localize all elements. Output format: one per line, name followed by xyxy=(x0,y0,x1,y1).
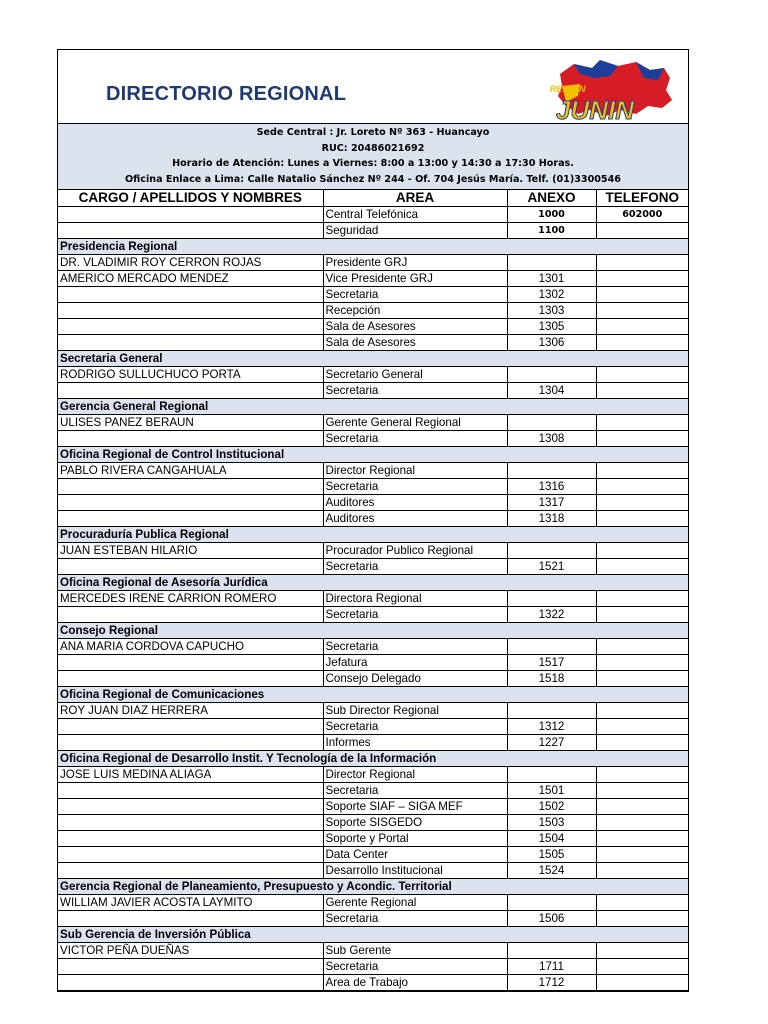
cell-anexo: 1505 xyxy=(507,847,596,863)
column-header-anexo: ANEXO xyxy=(507,190,596,207)
cell-area: Secretaria xyxy=(323,479,507,495)
table-row xyxy=(58,431,688,447)
cell-name: DR. VLADIMIR ROY CERRON ROJAS xyxy=(58,255,323,271)
cell-anexo: 1501 xyxy=(507,783,596,799)
cell-anexo: 1304 xyxy=(507,383,596,399)
cell-telefono xyxy=(596,223,688,239)
column-header-cargo: CARGO / APELLIDOS Y NOMBRES xyxy=(58,190,323,207)
cell-area: Secretaria xyxy=(323,719,507,735)
cell-telefono xyxy=(596,463,688,479)
cell-area: Seguridad xyxy=(323,223,507,239)
table-row xyxy=(58,207,688,223)
cell-area: Soporte SISGEDO xyxy=(323,815,507,831)
cell-area: Secretaria xyxy=(323,783,507,799)
column-header-telefono: TELEFONO xyxy=(596,190,688,207)
cell-name xyxy=(58,911,323,927)
cell-area: Secretaria xyxy=(323,431,507,447)
cell-name xyxy=(58,559,323,575)
cell-anexo: 1517 xyxy=(507,655,596,671)
cell-name xyxy=(58,671,323,687)
table-row xyxy=(58,591,688,607)
section-title: Consejo Regional xyxy=(58,623,688,639)
cell-area: Sub Gerente xyxy=(323,943,507,959)
table-row xyxy=(58,767,688,783)
contact-info xyxy=(58,124,688,190)
cell-name xyxy=(58,959,323,975)
cell-anexo xyxy=(507,415,596,431)
cell-area: Gerente General Regional xyxy=(323,415,507,431)
cell-name: RODRIGO SULLUCHUCO PORTA xyxy=(58,367,323,383)
section-header-row xyxy=(58,751,688,767)
directory-sheet xyxy=(57,49,689,992)
cell-telefono xyxy=(596,255,688,271)
table-row xyxy=(58,959,688,975)
cell-anexo: 1506 xyxy=(507,911,596,927)
section-header-row xyxy=(58,399,688,415)
cell-anexo: 1305 xyxy=(507,319,596,335)
table-header-row xyxy=(58,190,688,207)
cell-telefono xyxy=(596,479,688,495)
table-row xyxy=(58,943,688,959)
cell-name xyxy=(58,335,323,351)
cell-area: Secretaria xyxy=(323,639,507,655)
table-row xyxy=(58,223,688,239)
section-header-row xyxy=(58,239,688,255)
cell-area: Informes xyxy=(323,735,507,751)
cell-anexo: 1322 xyxy=(507,607,596,623)
section-header-row xyxy=(58,687,688,703)
cell-telefono xyxy=(596,367,688,383)
cell-area: Sala de Asesores xyxy=(323,319,507,335)
cell-area: Secretaria xyxy=(323,607,507,623)
cell-name: JOSE LUIS MEDINA ALIAGA xyxy=(58,767,323,783)
section-header-row xyxy=(58,879,688,895)
cell-telefono xyxy=(596,655,688,671)
cell-telefono xyxy=(596,863,688,879)
cell-telefono xyxy=(596,543,688,559)
cell-area: Recepción xyxy=(323,303,507,319)
cell-anexo xyxy=(507,895,596,911)
table-row xyxy=(58,975,688,991)
cell-area: Sub Director Regional xyxy=(323,703,507,719)
cell-name: PABLO RIVERA CANGAHUALA xyxy=(58,463,323,479)
cell-name xyxy=(58,607,323,623)
cell-name xyxy=(58,495,323,511)
cell-name xyxy=(58,655,323,671)
cell-anexo: 1303 xyxy=(507,303,596,319)
cell-telefono xyxy=(596,559,688,575)
section-title: Presidencia Regional xyxy=(58,239,688,255)
cell-telefono xyxy=(596,591,688,607)
cell-telefono xyxy=(596,943,688,959)
cell-area: Jefatura xyxy=(323,655,507,671)
info-line-address: Sede Central : Jr. Loreto Nº 363 - Huancayo xyxy=(256,127,490,138)
section-title: Oficina Regional de Comunicaciones xyxy=(58,687,688,703)
table-row xyxy=(58,543,688,559)
table-row xyxy=(58,831,688,847)
cell-area: Auditores xyxy=(323,511,507,527)
section-title: Sub Gerencia de Inversión Pública xyxy=(58,927,688,943)
cell-area: Consejo Delegado xyxy=(323,671,507,687)
section-title: Secretaria General xyxy=(58,351,688,367)
cell-telefono xyxy=(596,799,688,815)
cell-telefono xyxy=(596,495,688,511)
cell-name xyxy=(58,319,323,335)
cell-telefono xyxy=(596,767,688,783)
section-header-row xyxy=(58,447,688,463)
cell-anexo: 1312 xyxy=(507,719,596,735)
cell-anexo xyxy=(507,543,596,559)
cell-area: Director Regional xyxy=(323,767,507,783)
table-row xyxy=(58,463,688,479)
table-row xyxy=(58,719,688,735)
table-row xyxy=(58,319,688,335)
cell-telefono xyxy=(596,815,688,831)
section-header-row xyxy=(58,527,688,543)
section-title: Oficina Regional de Desarrollo Instit. Y Tecnología de la Información xyxy=(58,751,688,767)
cell-anexo xyxy=(507,639,596,655)
section-title: Procuraduría Publica Regional xyxy=(58,527,688,543)
table-row xyxy=(58,415,688,431)
cell-telefono xyxy=(596,735,688,751)
cell-name: ANA MARIA CORDOVA CAPUCHO xyxy=(58,639,323,655)
cell-name xyxy=(58,287,323,303)
cell-anexo: 1711 xyxy=(507,959,596,975)
cell-anexo: 1100 xyxy=(507,223,596,239)
cell-area: Presidente GRJ xyxy=(323,255,507,271)
cell-anexo: 1308 xyxy=(507,431,596,447)
cell-anexo xyxy=(507,463,596,479)
cell-area: Gerente Regional xyxy=(323,895,507,911)
cell-anexo: 1000 xyxy=(507,207,596,223)
cell-name xyxy=(58,863,323,879)
cell-area: Sala de Asesores xyxy=(323,335,507,351)
cell-area: Secretaria xyxy=(323,559,507,575)
cell-anexo: 1302 xyxy=(507,287,596,303)
cell-anexo: 1316 xyxy=(507,479,596,495)
svg-text:JUNIN: JUNIN xyxy=(556,95,635,122)
cell-area: Directora Regional xyxy=(323,591,507,607)
table-row xyxy=(58,511,688,527)
section-header-row xyxy=(58,623,688,639)
cell-area: Secretaria xyxy=(323,911,507,927)
section-header-row xyxy=(58,575,688,591)
cell-name: WILLIAM JAVIER ACOSTA LAYMITO xyxy=(58,895,323,911)
cell-name: MERCEDES IRENE CARRION ROMERO xyxy=(58,591,323,607)
section-header-row xyxy=(58,927,688,943)
cell-name xyxy=(58,719,323,735)
cell-name xyxy=(58,383,323,399)
table-row xyxy=(58,783,688,799)
info-line-ruc: RUC: 20486021692 xyxy=(321,142,425,154)
cell-area: Soporte SIAF – SIGA MEF xyxy=(323,799,507,815)
table-row xyxy=(58,847,688,863)
section-header-row xyxy=(58,351,688,367)
cell-telefono xyxy=(596,831,688,847)
table-row xyxy=(58,479,688,495)
section-title: Oficina Regional de Control Institucional xyxy=(58,447,688,463)
cell-telefono xyxy=(596,975,688,991)
cell-name xyxy=(58,799,323,815)
cell-telefono xyxy=(596,287,688,303)
cell-name xyxy=(58,207,323,223)
directory-table xyxy=(58,190,688,991)
cell-area: Secretaria xyxy=(323,383,507,399)
cell-area: Central Telefónica xyxy=(323,207,507,223)
cell-area: Procurador Publico Regional xyxy=(323,543,507,559)
cell-anexo: 1227 xyxy=(507,735,596,751)
table-row xyxy=(58,895,688,911)
cell-area: Data Center xyxy=(323,847,507,863)
cell-anexo xyxy=(507,943,596,959)
cell-telefono xyxy=(596,415,688,431)
cell-area: Secretaria xyxy=(323,287,507,303)
cell-anexo xyxy=(507,591,596,607)
table-row xyxy=(58,495,688,511)
cell-name: VICTOR PEÑA DUEÑAS xyxy=(58,943,323,959)
cell-anexo: 1503 xyxy=(507,815,596,831)
cell-anexo: 1301 xyxy=(507,271,596,287)
cell-telefono xyxy=(596,959,688,975)
cell-telefono xyxy=(596,703,688,719)
cell-name xyxy=(58,847,323,863)
cell-telefono xyxy=(596,847,688,863)
cell-telefono xyxy=(596,719,688,735)
cell-name xyxy=(58,303,323,319)
svg-text:REGION: REGION xyxy=(550,84,586,94)
cell-name xyxy=(58,831,323,847)
section-title: Gerencia Regional de Planeamiento, Presupuesto y Acondic. Territorial xyxy=(58,879,688,895)
cell-telefono xyxy=(596,671,688,687)
cell-name xyxy=(58,975,323,991)
cell-telefono xyxy=(596,303,688,319)
table-row xyxy=(58,255,688,271)
cell-name: ROY JUAN DIAZ HERRERA xyxy=(58,703,323,719)
cell-anexo xyxy=(507,767,596,783)
table-row xyxy=(58,799,688,815)
table-row xyxy=(58,607,688,623)
cell-area: Vice Presidente GRJ xyxy=(323,271,507,287)
table-row xyxy=(58,863,688,879)
cell-name: ULISES PANEZ BERAUN xyxy=(58,415,323,431)
cell-telefono xyxy=(596,607,688,623)
cell-telefono xyxy=(596,319,688,335)
table-row xyxy=(58,815,688,831)
info-line-lima-office: Oficina Enlace a Lima: Calle Natalio Sánchez Nº 244 - Of. 704 Jesús María. Telf. (01)3300546 xyxy=(125,173,621,185)
table-row xyxy=(58,335,688,351)
cell-name: AMERICO MERCADO MENDEZ xyxy=(58,271,323,287)
cell-name xyxy=(58,815,323,831)
cell-anexo: 1524 xyxy=(507,863,596,879)
table-row xyxy=(58,911,688,927)
region-junin-logo xyxy=(540,56,674,122)
cell-telefono xyxy=(596,895,688,911)
table-row xyxy=(58,655,688,671)
cell-telefono xyxy=(596,639,688,655)
table-row xyxy=(58,271,688,287)
title-block xyxy=(58,50,688,124)
cell-anexo: 1521 xyxy=(507,559,596,575)
section-title: Gerencia General Regional xyxy=(58,399,688,415)
cell-name xyxy=(58,431,323,447)
cell-telefono xyxy=(596,511,688,527)
cell-telefono xyxy=(596,335,688,351)
cell-telefono xyxy=(596,383,688,399)
page-title: DIRECTORIO REGIONAL xyxy=(106,83,347,105)
cell-anexo xyxy=(507,703,596,719)
cell-area: Desarrollo Institucional xyxy=(323,863,507,879)
cell-anexo: 1317 xyxy=(507,495,596,511)
cell-telefono xyxy=(596,911,688,927)
cell-anexo: 1504 xyxy=(507,831,596,847)
table-row xyxy=(58,367,688,383)
cell-name xyxy=(58,223,323,239)
cell-telefono xyxy=(596,431,688,447)
cell-anexo xyxy=(507,367,596,383)
cell-area: Secretaria xyxy=(323,959,507,975)
table-row xyxy=(58,383,688,399)
cell-anexo: 1712 xyxy=(507,975,596,991)
table-row xyxy=(58,703,688,719)
cell-telefono xyxy=(596,783,688,799)
cell-area: Soporte y Portal xyxy=(323,831,507,847)
info-line-hours: Horario de Atención: Lunes a Viernes: 8:00 a 13:00 y 14:30 a 17:30 Horas. xyxy=(172,158,574,170)
section-title: Oficina Regional de Asesoría Jurídica xyxy=(58,575,688,591)
table-row xyxy=(58,735,688,751)
cell-telefono: 602000 xyxy=(596,207,688,223)
cell-name xyxy=(58,479,323,495)
column-header-area: AREA xyxy=(323,190,507,207)
table-row xyxy=(58,671,688,687)
cell-anexo: 1318 xyxy=(507,511,596,527)
table-row xyxy=(58,639,688,655)
table-row xyxy=(58,287,688,303)
table-row xyxy=(58,303,688,319)
cell-area: Secretario General xyxy=(323,367,507,383)
cell-name xyxy=(58,511,323,527)
cell-name: JUAN ESTEBAN HILARIO xyxy=(58,543,323,559)
table-row xyxy=(58,559,688,575)
cell-anexo: 1502 xyxy=(507,799,596,815)
cell-anexo xyxy=(507,255,596,271)
cell-anexo: 1306 xyxy=(507,335,596,351)
cell-telefono xyxy=(596,271,688,287)
table-body xyxy=(58,207,688,991)
cell-area: Auditores xyxy=(323,495,507,511)
cell-area: Area de Trabajo xyxy=(323,975,507,991)
cell-anexo: 1518 xyxy=(507,671,596,687)
cell-name xyxy=(58,735,323,751)
cell-name xyxy=(58,783,323,799)
cell-area: Director Regional xyxy=(323,463,507,479)
